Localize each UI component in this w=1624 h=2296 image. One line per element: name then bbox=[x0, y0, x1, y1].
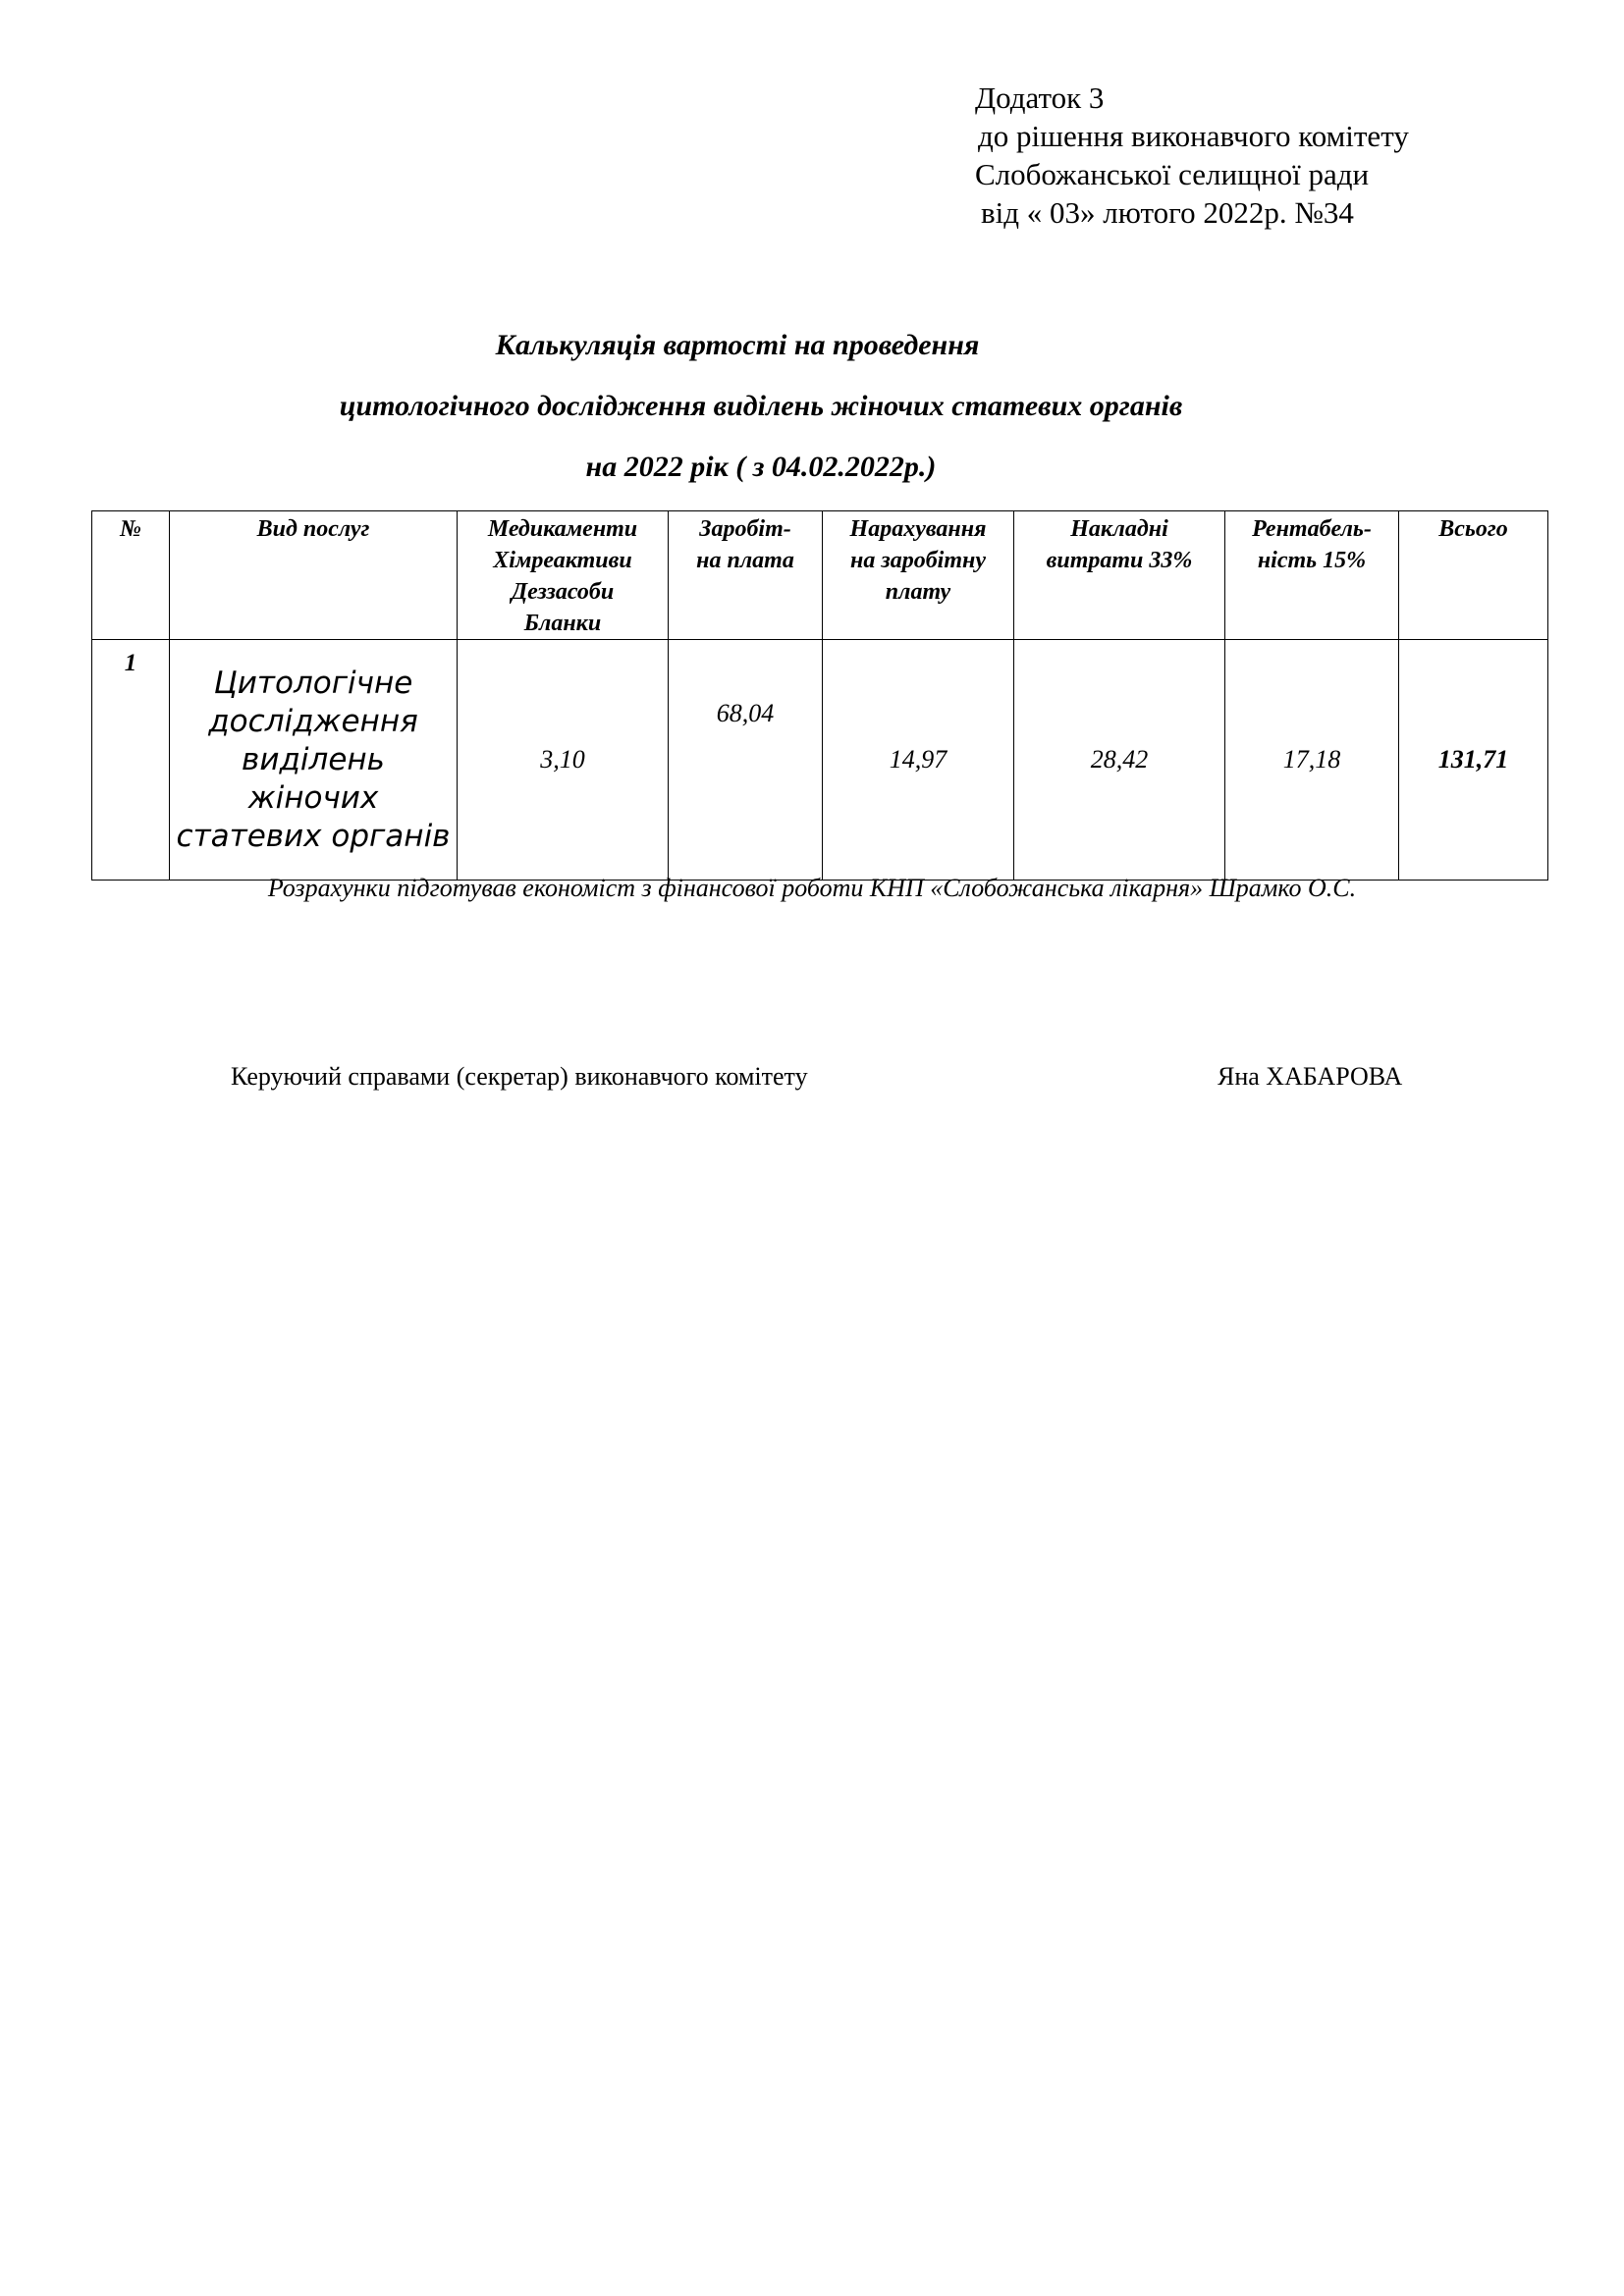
header-overhead-line: Накладні bbox=[1070, 516, 1168, 542]
header-medicines bbox=[458, 511, 669, 640]
header-accruals-line: Нарахування bbox=[849, 516, 987, 542]
header-medicines-line: Хімреактиви bbox=[493, 548, 632, 573]
annex-line-4: від « 03» лютого 2022р. №34 bbox=[981, 195, 1354, 230]
annex-line-1: Додаток 3 bbox=[975, 80, 1105, 115]
header-salary bbox=[669, 511, 823, 640]
annex-line-2: до рішення виконавчого комітету bbox=[978, 119, 1409, 153]
signatory-name: Яна ХАБАРОВА bbox=[1218, 1062, 1403, 1091]
header-medicines-line: Медикаменти bbox=[487, 516, 638, 542]
header-accruals-line: плату bbox=[885, 579, 951, 605]
header-accruals-line: на заробітну bbox=[850, 548, 986, 573]
header-medicines-line: Деззасоби bbox=[511, 579, 615, 605]
header-total: Всього bbox=[1399, 511, 1548, 640]
cell-medicines: 3,10 bbox=[458, 640, 669, 881]
table-header-row bbox=[92, 511, 1548, 640]
cell-service-line: статевих органів bbox=[176, 818, 451, 854]
prepared-by-note: Розрахунки підготував економіст з фінансової роботи КНП «Слобожанська лікарня» Шрамко О.С. bbox=[267, 874, 1357, 902]
signatory-position: Керуючий справами (секретар) виконавчого комітету bbox=[231, 1062, 808, 1091]
header-salary-line: Заробіт- bbox=[699, 516, 791, 542]
cell-service-line: Цитологічне bbox=[213, 665, 413, 701]
header-overhead bbox=[1014, 511, 1225, 640]
calculation-table bbox=[91, 510, 1548, 881]
header-profitability-line: ність 15% bbox=[1257, 548, 1367, 573]
cell-num: 1 bbox=[92, 640, 170, 881]
cell-service-line: дослідження bbox=[208, 703, 418, 739]
annex-line-3: Слобожанської селищної ради bbox=[975, 157, 1370, 191]
table-row bbox=[92, 640, 1548, 881]
annex-block bbox=[975, 79, 1409, 232]
cell-overhead: 28,42 bbox=[1014, 640, 1225, 881]
header-salary-line: на плата bbox=[696, 548, 794, 573]
document-title-line-2: цитологічного дослідження виділень жіночих статевих органів bbox=[339, 390, 1183, 422]
cell-salary: 68,04 bbox=[669, 640, 823, 881]
header-profitability bbox=[1225, 511, 1399, 640]
document-title-line-1: Калькуляція вартості на проведення bbox=[495, 329, 980, 361]
header-profitability-line: Рентабель- bbox=[1252, 516, 1372, 542]
cell-total: 131,71 bbox=[1399, 640, 1548, 881]
cell-profitability: 17,18 bbox=[1225, 640, 1399, 881]
header-num: № bbox=[92, 511, 170, 640]
document-title-line-3: на 2022 рік ( з 04.02.2022р.) bbox=[585, 451, 937, 483]
cell-accruals: 14,97 bbox=[823, 640, 1014, 881]
header-service: Вид послуг bbox=[170, 511, 458, 640]
header-medicines-line: Бланки bbox=[523, 611, 602, 636]
header-overhead-line: витрати 33% bbox=[1046, 548, 1193, 573]
header-accruals bbox=[823, 511, 1014, 640]
cell-service bbox=[170, 640, 458, 881]
cell-service-line: виділень жіночих bbox=[242, 741, 385, 816]
